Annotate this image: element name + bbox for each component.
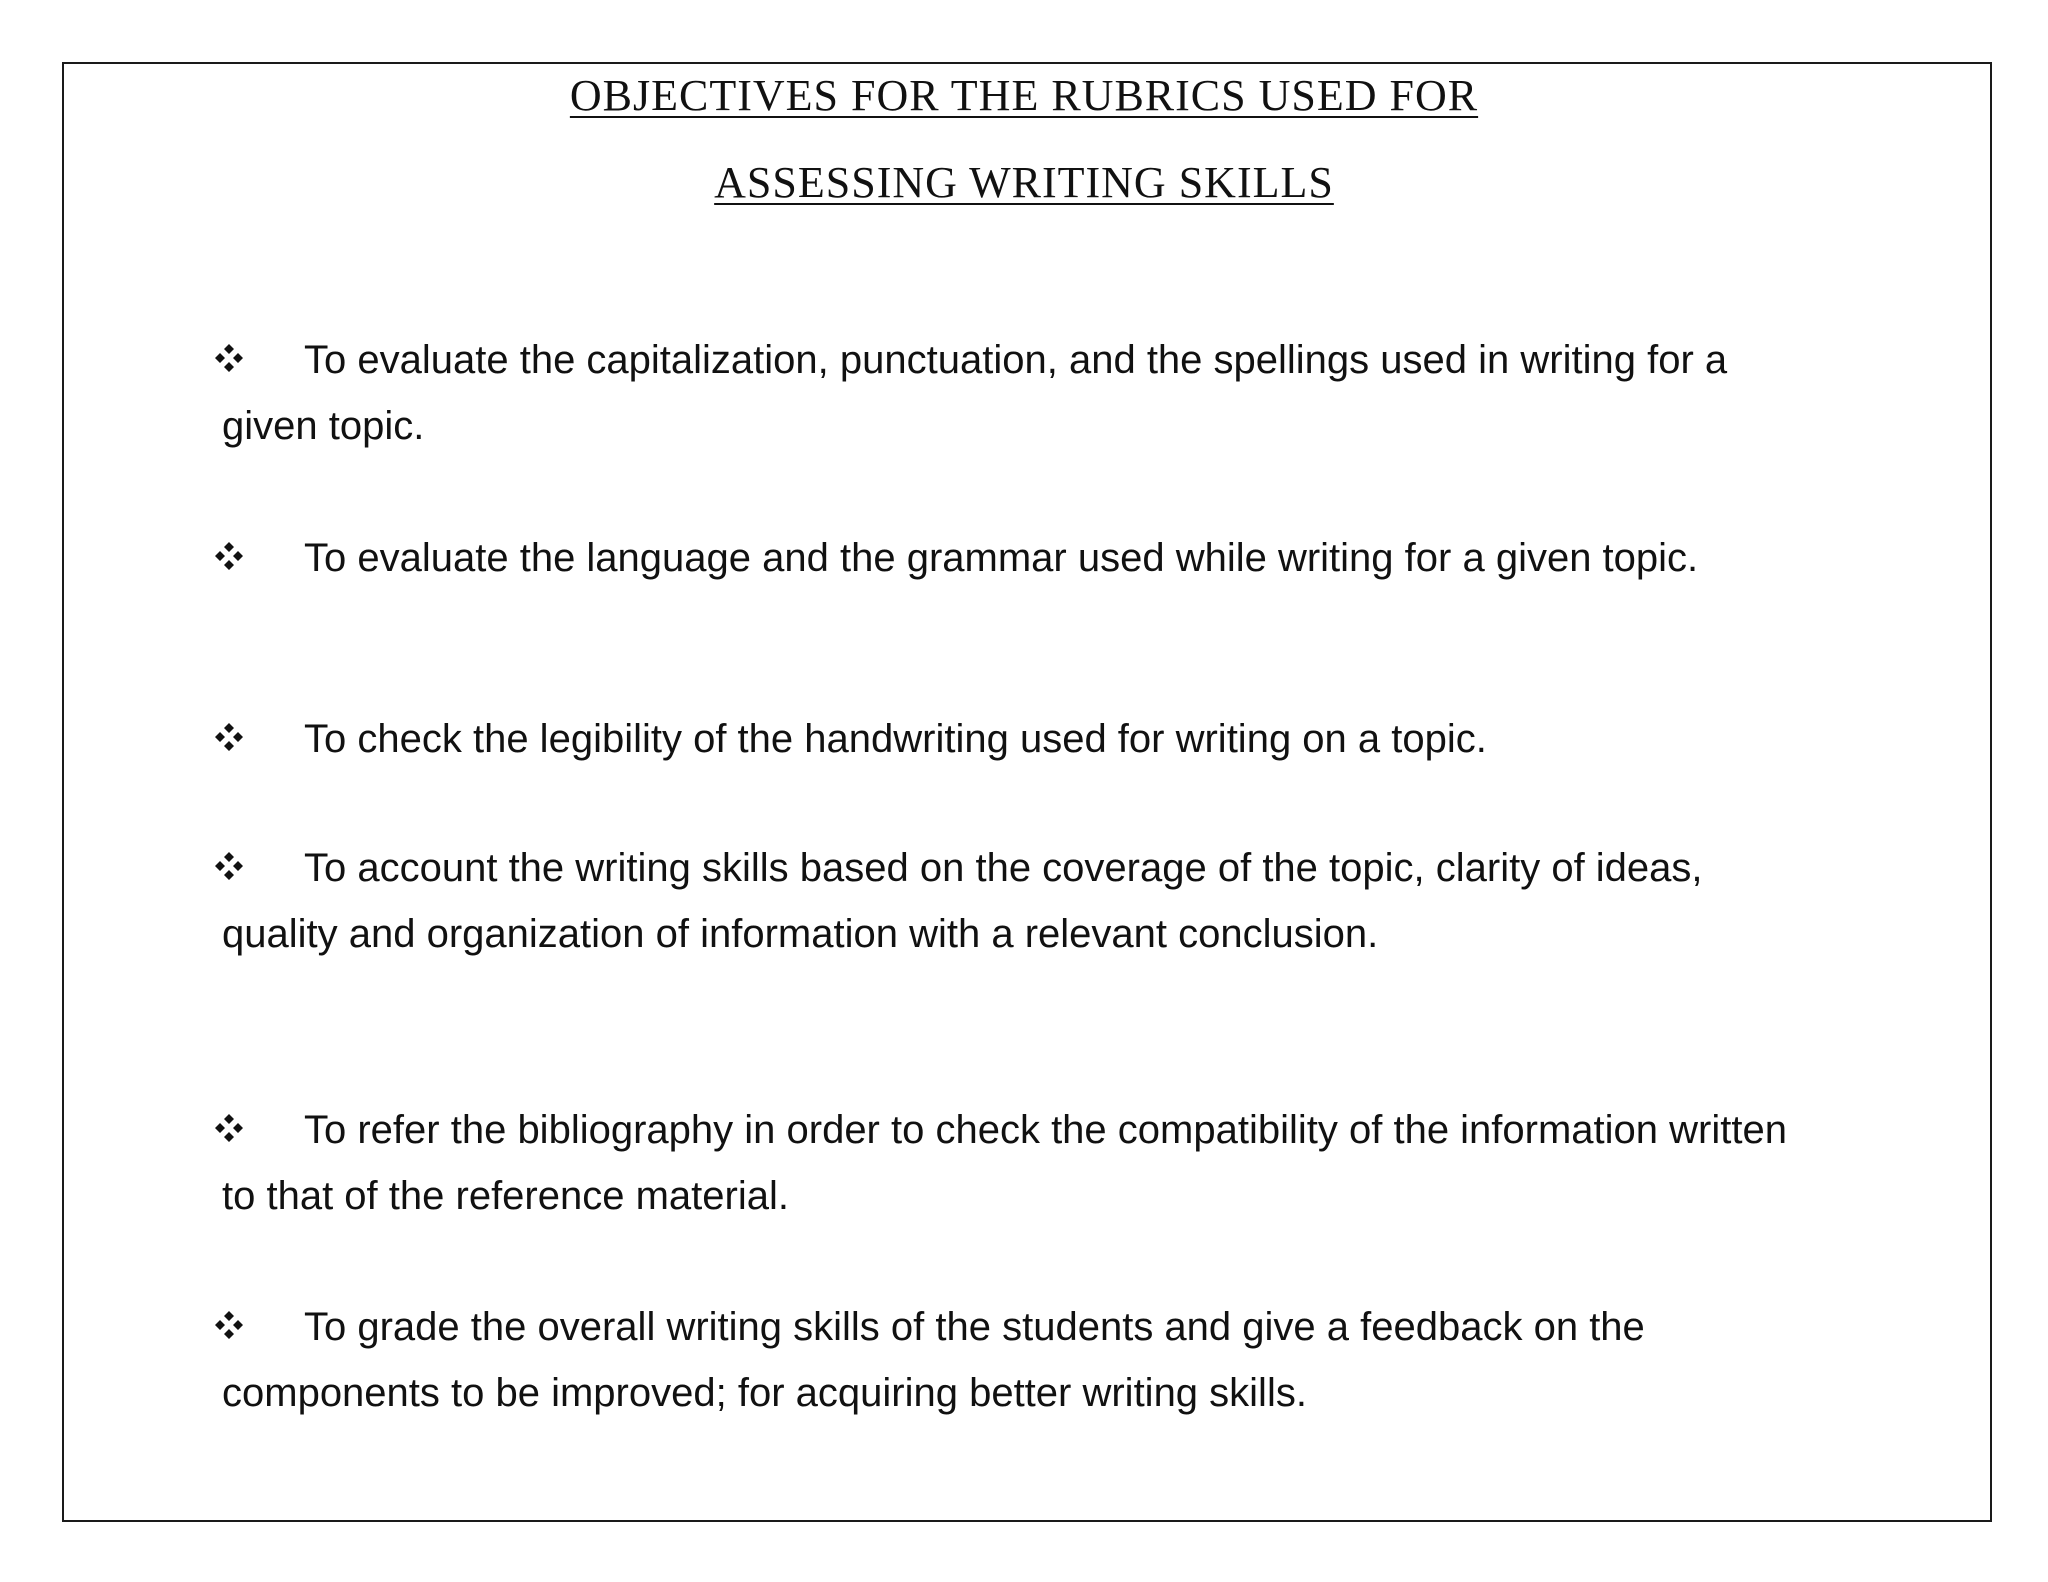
objective-text-6-cont: components to be improved; for acquiring better writing skills. — [222, 1371, 1307, 1415]
objective-text-3: To check the legibility of the handwriting used for writing on a topic. — [304, 717, 1487, 761]
objective-item-5 — [214, 1097, 1954, 1229]
objective-text-5: To refer the bibliography in order to check the compatibility of the information written — [304, 1108, 1787, 1152]
four-diamond-icon — [214, 343, 244, 373]
four-diamond-icon — [214, 851, 244, 881]
objective-text-1: To evaluate the capitalization, punctuation, and the spellings used in writing for a — [304, 338, 1728, 382]
objective-item-2 — [214, 525, 1954, 591]
objective-item-3 — [214, 706, 1954, 772]
four-diamond-icon — [214, 722, 244, 752]
objective-item-6 — [214, 1294, 1954, 1426]
objective-text-4-cont: quality and organization of information with a relevant conclusion. — [222, 912, 1379, 956]
page-title-line-1: OBJECTIVES FOR THE RUBRICS USED FOR — [569, 71, 1479, 120]
objective-text-5-cont: to that of the reference material. — [222, 1174, 789, 1218]
objective-item-4 — [214, 835, 1954, 967]
four-diamond-icon — [214, 541, 244, 571]
objective-text-1-cont: given topic. — [222, 404, 425, 448]
objective-text-4: To account the writing skills based on the coverage of the topic, clarity of ideas, — [304, 846, 1703, 890]
four-diamond-icon — [214, 1113, 244, 1143]
objective-item-1 — [214, 327, 1954, 459]
objective-text-6: To grade the overall writing skills of the students and give a feedback on the — [304, 1305, 1645, 1349]
four-diamond-icon — [214, 1310, 244, 1340]
page-title-line-2: ASSESSING WRITING SKILLS — [714, 158, 1334, 207]
objective-text-2: To evaluate the language and the grammar used while writing for a given topic. — [304, 536, 1699, 580]
